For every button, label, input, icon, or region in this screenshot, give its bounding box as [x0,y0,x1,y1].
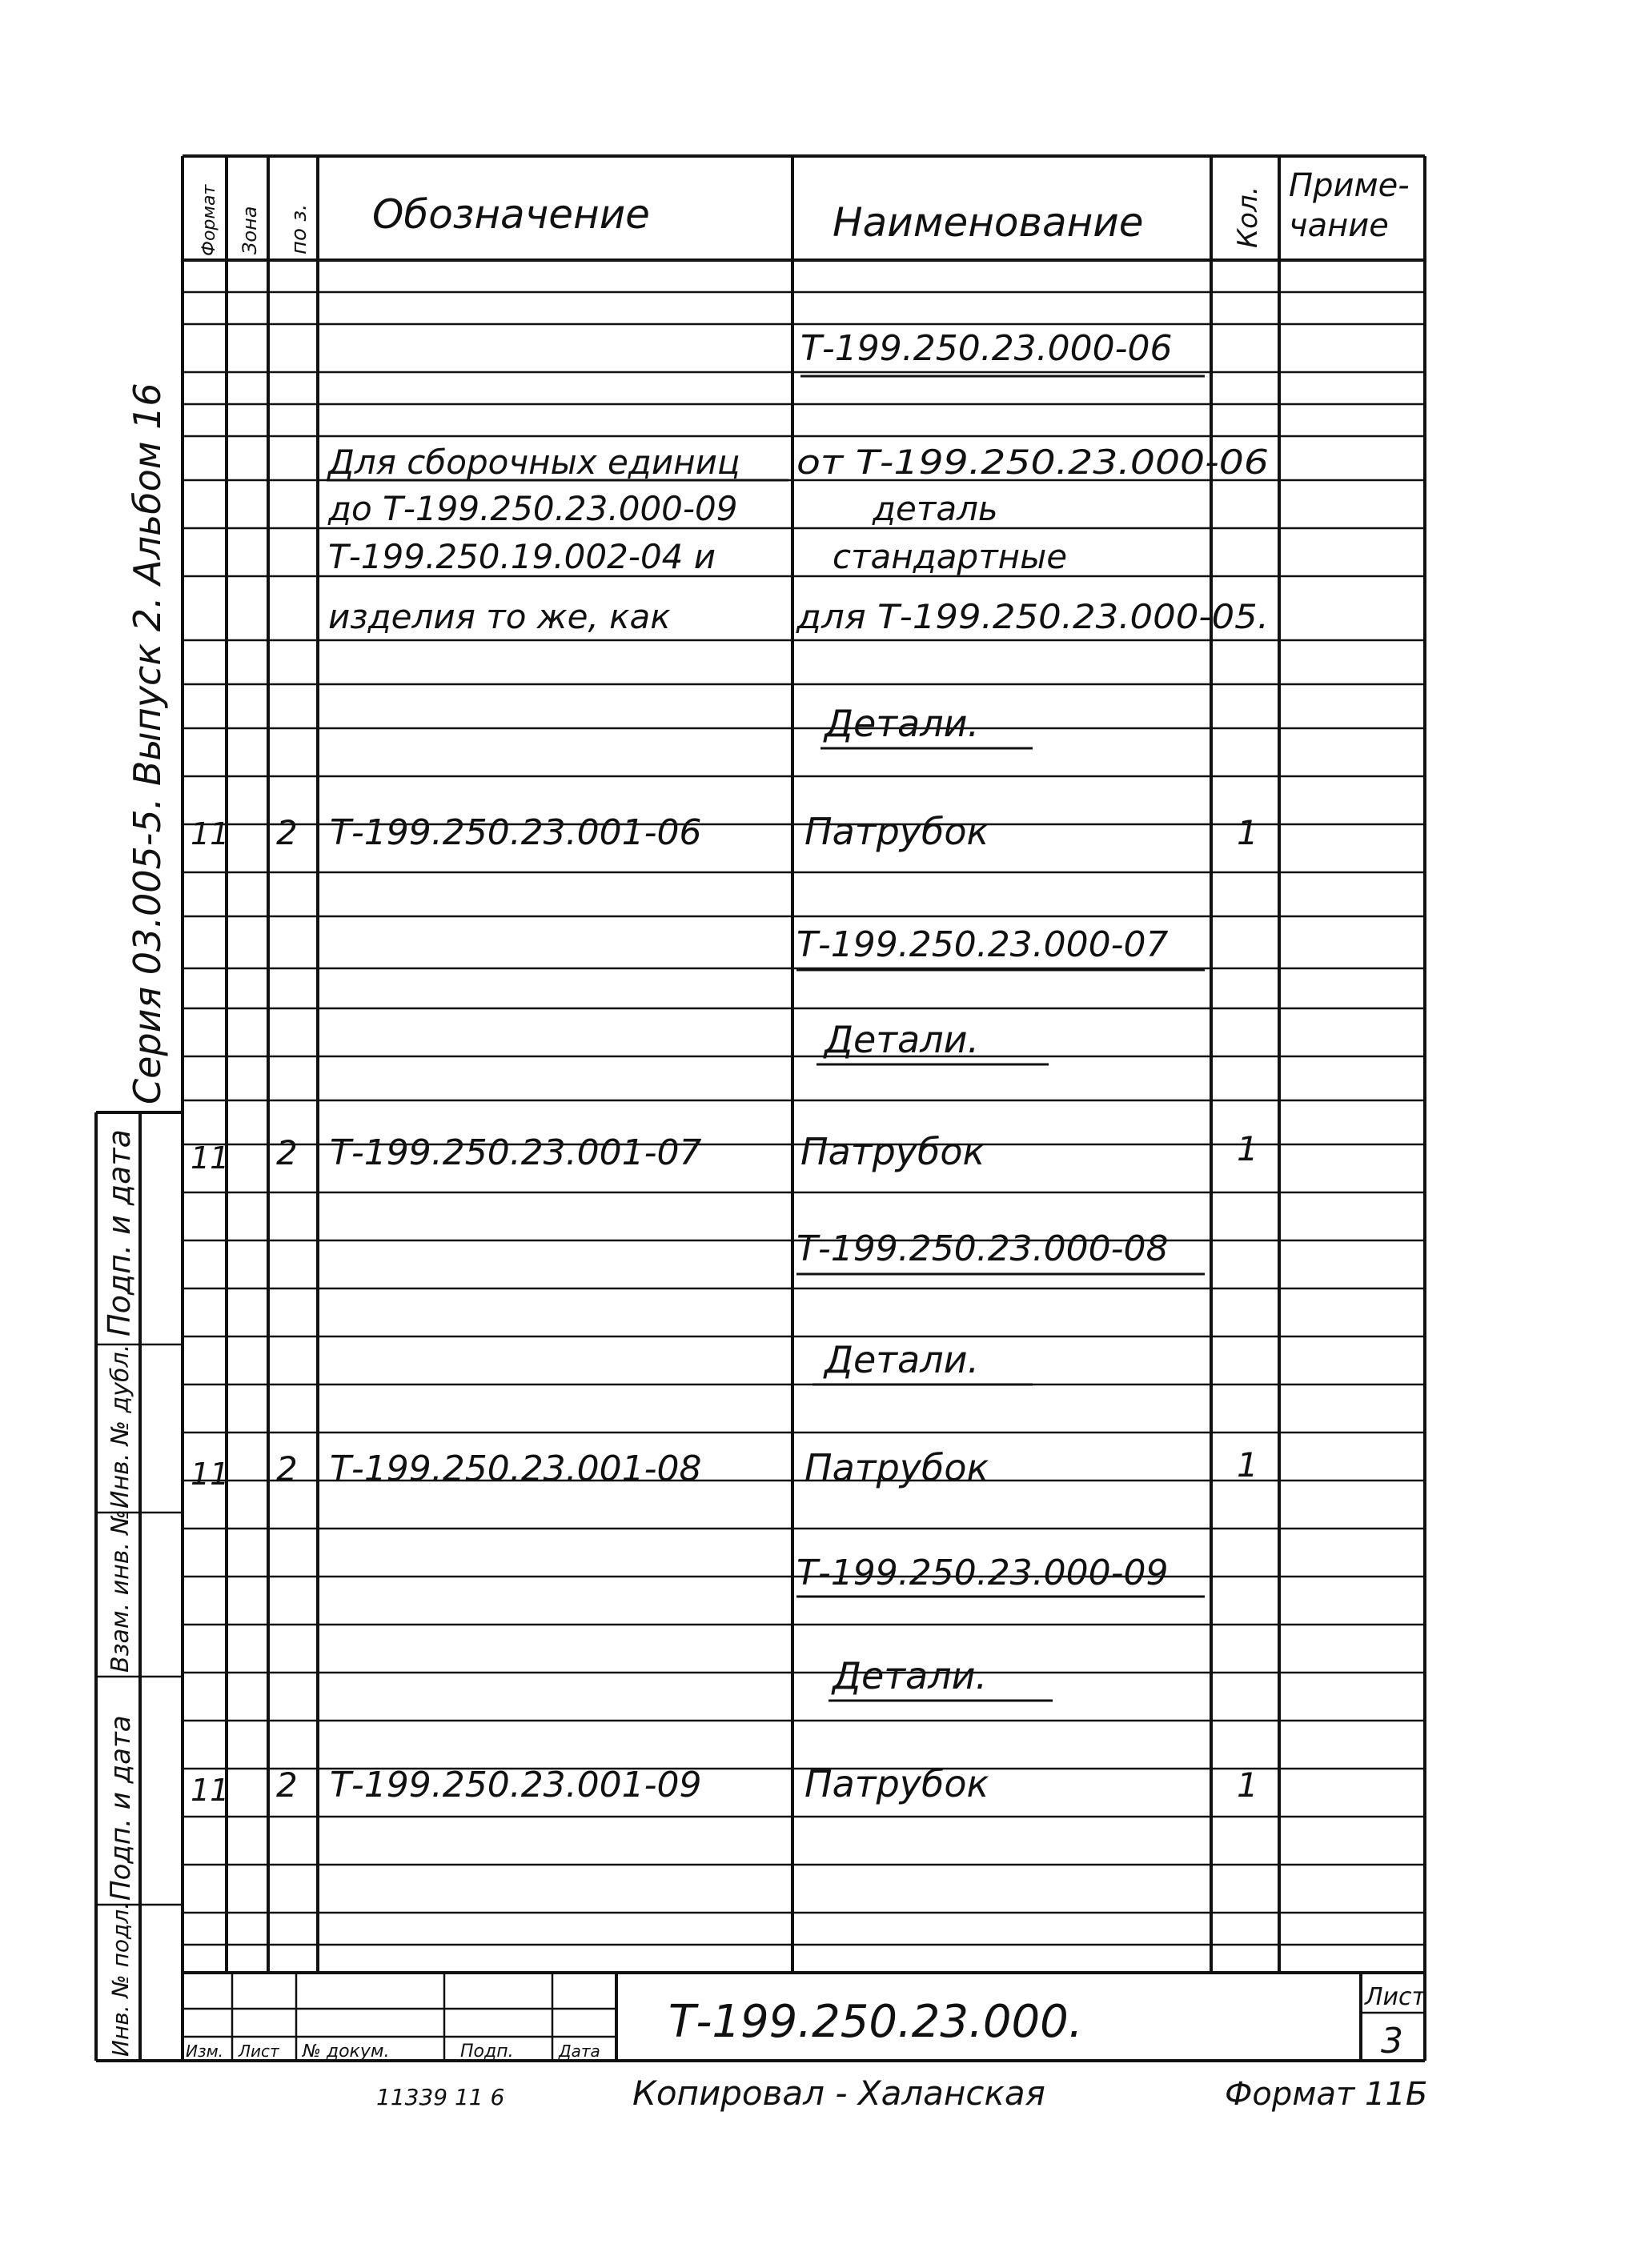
tb-designation: Т-199.250.23.000. [668,1996,1083,2048]
row-note-desig-4: изделия то же, как [328,597,671,636]
footer-format: Формат 11Б [1225,2076,1428,2113]
row-qty-09: 1 [1237,1765,1258,1805]
header-designation: Обозначение [372,191,650,238]
row-note-desig-1: Для сборочных единиц [328,443,740,482]
table-body [191,328,1269,1808]
row-qty-08: 1 [1237,1445,1258,1485]
row-heading-07: Т-199.250.23.000-07 [796,924,1169,965]
row-format-09: 11 [191,1773,230,1808]
row-pos-09: 2 [276,1765,298,1805]
row-format-07: 11 [191,1140,230,1176]
footer [376,2074,1427,2113]
tb-izm: Изм. [186,2042,224,2061]
row-format-08: 11 [191,1457,230,1492]
tb-podp: Подп. [460,2042,514,2062]
tb-sheet-no: 3 [1381,2021,1403,2062]
row-heading-06: Т-199.250.23.000-06 [800,328,1173,369]
row-details-08: Детали. [825,1338,980,1381]
row-name-06: Патрубок [804,810,989,853]
row-note-desig-3: Т-199.250.19.002-04 и [328,537,716,576]
tb-data: Дата [559,2042,600,2061]
stamp-inv-podl: Инв. № подл. [107,1901,134,2057]
row-desig-06: Т-199.250.23.001-06 [330,812,702,853]
series-label: Серия 03.005-5. Выпуск 2. Альбом 16 [126,383,169,1104]
header-note-line1: Приме- [1289,167,1410,204]
row-format-06: 11 [191,816,230,852]
tb-list: Лист [239,2042,279,2061]
header-name: Наименование [833,199,1144,246]
header-format: Формат [199,184,219,256]
row-pos-08: 2 [276,1449,298,1489]
tb-doc-no: № докум. [303,2042,390,2062]
row-desig-08: Т-199.250.23.001-08 [330,1449,702,1489]
stamp-podp-data-2: Подп. и дата [105,1715,137,1901]
row-heading-09: Т-199.250.23.000-09 [796,1553,1169,1593]
row-note-name-1: от Т-199.250.23.000-06 [796,443,1269,482]
row-pos-06: 2 [276,813,298,852]
row-details-06: Детали. [825,702,980,745]
header-qty: Кол. [1232,186,1264,248]
row-note-name-2: деталь [873,489,998,528]
row-desig-07: Т-199.250.23.001-07 [330,1132,702,1173]
row-name-07: Патрубок [800,1130,985,1173]
side-stamp [96,383,183,2061]
row-desig-09: Т-199.250.23.001-09 [330,1765,702,1805]
footer-code: 11339 11 6 [376,2084,505,2110]
row-details-09: Детали. [833,1654,988,1697]
row-name-09: Патрубок [804,1762,989,1805]
row-name-08: Патрубок [804,1446,989,1489]
stamp-vzam-inv: Взам. инв. № [106,1509,134,1673]
stamp-podp-data-1: Подп. и дата [102,1129,137,1336]
row-qty-06: 1 [1237,813,1258,852]
stamp-inv-dubl: Инв. № дубл. [106,1344,134,1509]
row-details-07: Детали. [825,1018,980,1061]
row-note-name-3: стандартные [833,537,1068,576]
row-pos-07: 2 [276,1133,298,1172]
row-heading-08: Т-199.250.23.000-08 [796,1228,1169,1269]
tb-sheet-label: Лист [1365,1983,1426,2011]
header-note-line2: чание [1289,207,1389,244]
row-qty-07: 1 [1237,1129,1258,1168]
table-header [199,167,1410,256]
row-note-name-4: для Т-199.250.23.000-05. [795,597,1269,636]
row-note-desig-2: до Т-199.250.23.000-09 [328,489,738,528]
footer-copied: Копировал - Халанская [632,2074,1045,2113]
header-pos: по з. [287,203,311,254]
header-zone: Зона [239,206,261,254]
title-block [183,1973,1427,2062]
